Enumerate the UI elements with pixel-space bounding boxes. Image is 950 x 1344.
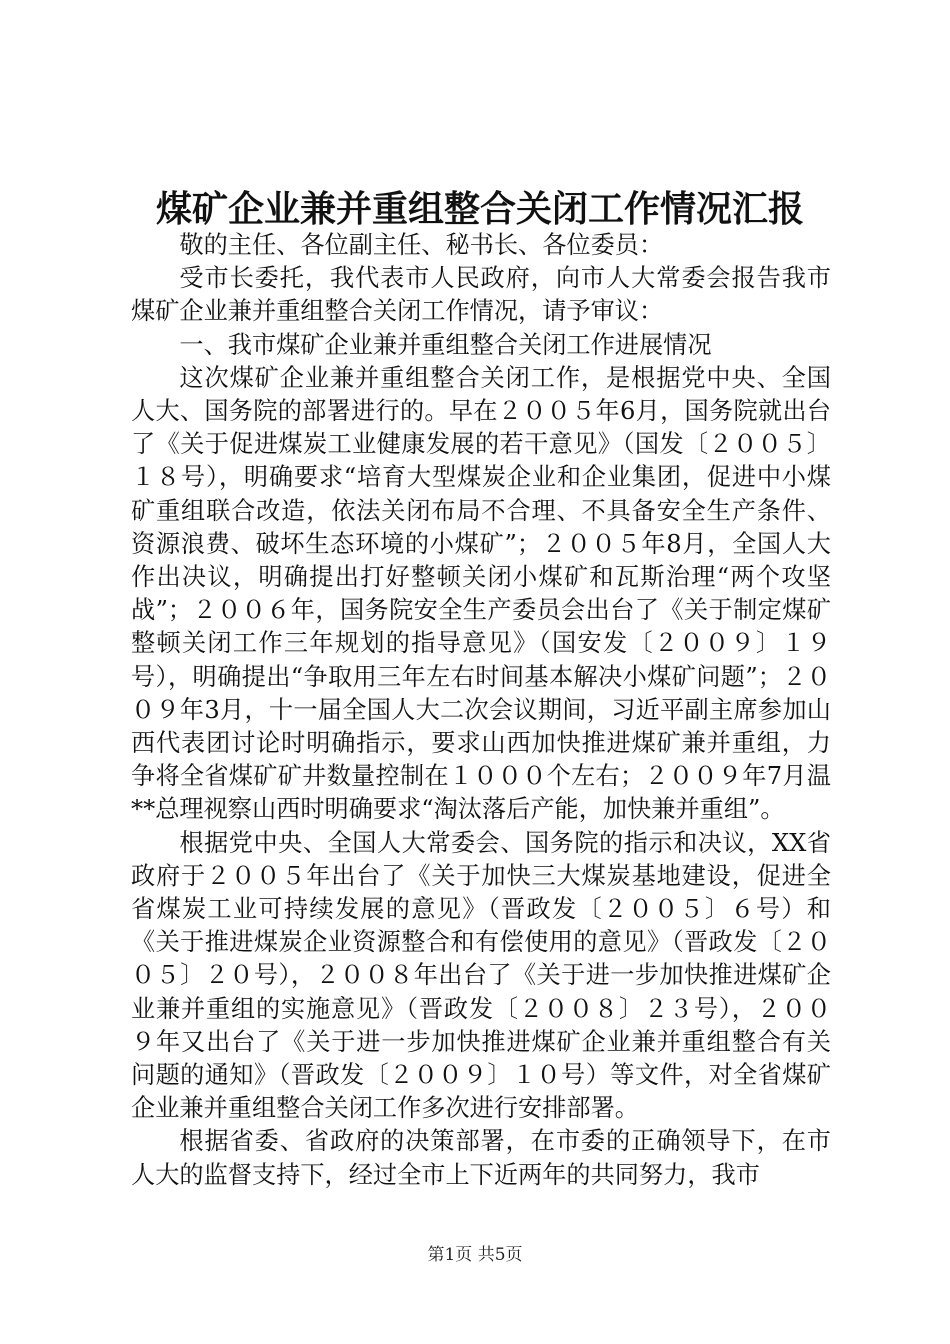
page-number-footer: 第1页 共5页 xyxy=(427,1245,523,1265)
section-heading: 一、我市煤矿企业兼并重组整合关闭工作进展情况 xyxy=(179,330,712,359)
salutation-paragraph: 敬的主任、各位副主任、秘书长、各位委员： xyxy=(179,231,664,259)
province-policy-paragraph: 根据党中央、全国人大常委会、国务院的指示和决议，XX省政府于２００５年出台了《关于加快三大煤炭基地建设，促进全省煤炭工业可持续发展的意见》（晋政发〔２００５〕６号）和《关于推进煤炭企业资源整合和有偿使用的意见》（晋政发〔２００５〕２０号），２００８年出台了《关于进一步加快推进煤矿企业兼并重组的实施意见》（晋政发〔２００８〕２３号），２００９年又出台了《关于进一步加快推进煤矿企业兼并重组整合有关问题的通知》（晋政发〔２００９〕１０号）等文件，对全省煤矿企业兼并重组整合关闭工作多次进行安排部署。 xyxy=(131,828,831,1123)
document-title: 煤矿企业兼并重组整合关闭工作情况汇报 xyxy=(155,188,804,230)
city-progress-paragraph: 根据省委、省政府的决策部署，在市委的正确领导下，在市人大的监督支持下，经过全市上下近两年的共同努力，我市 xyxy=(131,1127,831,1189)
intro-paragraph: 受市长委托，我代表市人民政府，向市人大常委会报告我市煤矿企业兼并重组整合关闭工作情况，请予审议： xyxy=(131,264,831,326)
background-paragraph: 这次煤矿企业兼并重组整合关闭工作，是根据党中央、全国人大、国务院的部署进行的。早在２００５年6月，国务院就出台了《关于促进煤炭工业健康发展的若干意见》（国发〔２００５〕１８号），明确要求“培育大型煤炭企业和企业集团，促进中小煤矿重组联合改造，依法关闭布局不合理、不具备安全生产条件、资源浪费、破坏生态环境的小煤矿”；２００５年8月，全国人大作出决议，明确提出打好整顿关闭小煤矿和瓦斯治理“两个攻坚战”；２００６年，国务院安全生产委员会出台了《关于制定煤矿整顿关闭工作三年规划的指导意见》（国安发〔２００９〕１９号），明确提出“争取用三年左右时间基本解决小煤矿问题”；２００９年3月，十一届全国人大二次会议期间，习近平副主席参加山西代表团讨论时明确指示，要求山西加快推进煤矿兼并重组，力争将全省煤矿矿井数量控制在１０００个左右；２００９年7月温**总理视察山西时明确要求“淘汰落后产能，加快兼并重组”。 xyxy=(131,363,831,824)
document-body xyxy=(131,229,831,1192)
